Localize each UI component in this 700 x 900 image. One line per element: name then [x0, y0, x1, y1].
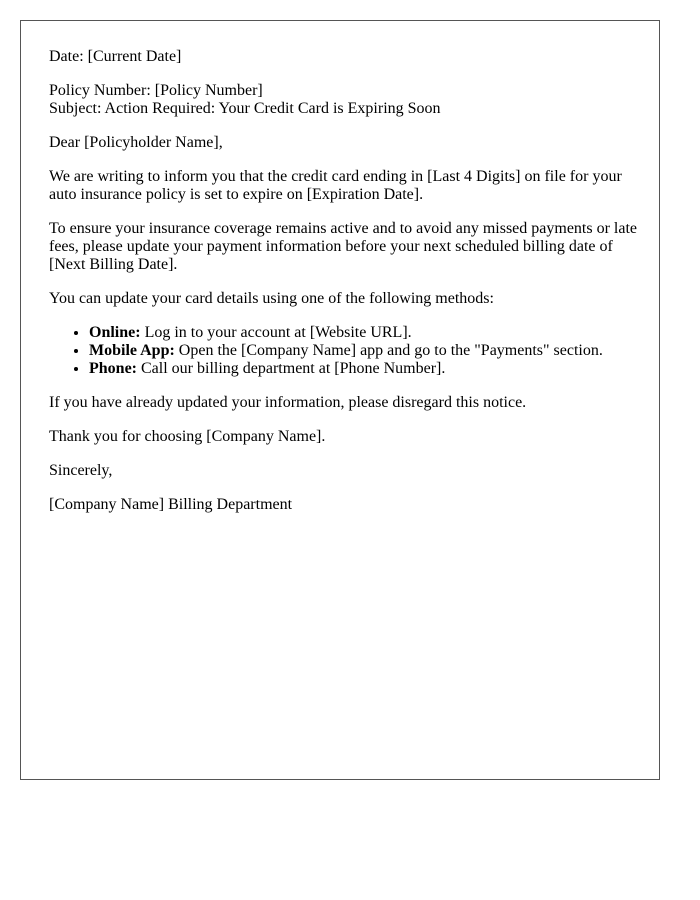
closing: Sincerely,: [49, 462, 113, 479]
method-text: Log in to your account at [Website URL].: [140, 324, 412, 341]
list-item-phone: [89, 360, 637, 378]
paragraph-update-request: To ensure your insurance coverage remains active and to avoid any missed payments or late fees, please update your payment information before your next scheduled billing date of [Next Billing Date].: [49, 220, 638, 273]
policy-number-line: Policy Number: [Policy Number]: [49, 82, 263, 99]
header-block: [49, 82, 637, 118]
method-text: Open the [Company Name] app and go to the "Payments" section.: [174, 342, 603, 359]
list-item-mobile-app: [89, 342, 637, 360]
disregard-note: If you have already updated your information, please disregard this notice.: [49, 394, 527, 411]
signature: [Company Name] Billing Department: [49, 496, 293, 513]
date-text: Date: [Current Date]: [49, 48, 182, 65]
update-methods-list: [49, 324, 637, 378]
method-text: Call our billing department at [Phone Number].: [137, 360, 446, 377]
date-line: [49, 48, 637, 66]
method-label: Mobile App:: [89, 342, 175, 359]
list-item-online: [89, 324, 637, 342]
letter-body: [49, 48, 637, 530]
method-label: Phone:: [89, 360, 137, 377]
subject-line: Subject: Action Required: Your Credit Card is Expiring Soon: [49, 100, 441, 117]
method-label: Online:: [89, 324, 141, 341]
methods-intro: You can update your card details using one of the following methods:: [49, 290, 494, 307]
salutation: Dear [Policyholder Name],: [49, 134, 223, 151]
paragraph-card-expiring: We are writing to inform you that the credit card ending in [Last 4 Digits] on file for your auto insurance policy is set to expire on [Expiration Date].: [49, 168, 622, 203]
letter-page: [20, 20, 660, 780]
thanks-line: Thank you for choosing [Company Name].: [49, 428, 326, 445]
